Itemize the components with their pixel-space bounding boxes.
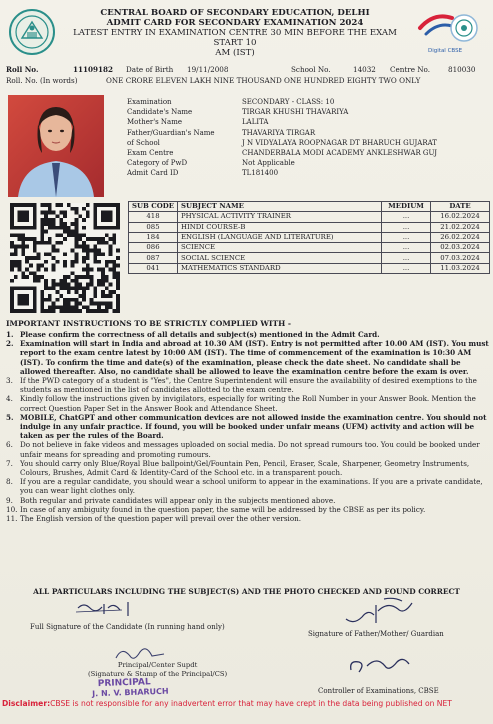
subject-name: SOCIAL SCIENCE xyxy=(178,253,382,263)
instruction-text: The English version of the question paper will prevail over the other version. xyxy=(20,514,302,524)
disclaimer-bar xyxy=(0,699,493,712)
medium: ... xyxy=(382,212,431,222)
detail-label: Candidate's Name xyxy=(127,108,193,117)
sub-code: 041 xyxy=(129,263,178,273)
instruction-text: MOBILE, ChatGPT and other communication devices are not allowed inside the examination centre. You should not indulge in any unfair practice. If found, you will be booked under unfair means (UFM) activity and action will be taken as per the rules of the Board. xyxy=(20,412,487,441)
subject-name: ENGLISH (LANGUAGE AND LITERATURE) xyxy=(178,232,382,242)
instruction-item xyxy=(6,394,490,412)
controller-signature-icon xyxy=(345,650,415,680)
exam-date: 07.03.2024 xyxy=(431,253,490,263)
detail-label: Examination xyxy=(127,98,172,106)
detail-label: Father/Guardian's Name xyxy=(127,128,215,137)
sub-code: 184 xyxy=(129,232,178,242)
table-row xyxy=(129,263,490,273)
col-sub-code: SUB CODE xyxy=(129,202,178,212)
instruction-number: 6. xyxy=(6,440,13,450)
instruction-item xyxy=(6,413,490,441)
instruction-text: In case of any ambiguity found in the question paper, the same will be addressed by the CBSE as per its policy. xyxy=(20,504,426,514)
disclaimer-label: Disclaimer: xyxy=(2,699,51,708)
instruction-number: 10. xyxy=(6,504,18,514)
school-no-label: School No. xyxy=(291,65,331,74)
exam-date: 21.02.2024 xyxy=(431,222,490,232)
subject-name: SCIENCE xyxy=(178,243,382,253)
detail-value: SECONDARY - CLASS: 10 xyxy=(242,98,335,106)
subjects-table xyxy=(128,201,490,274)
entry-note: LATEST ENTRY IN EXAMINATION CENTRE 30 MIN BEFORE THE EXAM START 10 xyxy=(73,28,397,48)
candidate-signature-icon xyxy=(74,598,144,620)
centre-no-value: 810030 xyxy=(448,65,476,74)
parent-signature-icon xyxy=(340,595,420,629)
instruction-text: Please confirm the correctness of all details and subject(s) mentioned in the Admit Card. xyxy=(20,330,380,339)
roll-no-value: 11109182 xyxy=(73,65,114,74)
instruction-number: 4. xyxy=(6,394,13,404)
detail-value: THAVARIYA TIRGAR xyxy=(242,128,316,137)
instruction-item xyxy=(6,505,490,514)
exam-date: 26.02.2024 xyxy=(431,232,490,242)
qr-code-icon xyxy=(10,203,120,313)
subject-name: MATHEMATICS STANDARD xyxy=(178,263,382,273)
roll-words-value: ONE CRORE ELEVEN LAKH NINE THOUSAND ONE HUNDRED EIGHTY TWO ONLY xyxy=(106,76,421,85)
detail-value: LALITA xyxy=(242,118,269,127)
instruction-number: 1. xyxy=(6,330,14,339)
col-subject-name: SUBJECT NAME xyxy=(178,202,382,212)
instruction-number: 11. xyxy=(6,514,18,524)
instruction-number: 8. xyxy=(6,477,13,487)
parent-signature-label: Signature of Father/Mother/ Guardian xyxy=(308,630,444,638)
instruction-number: 5. xyxy=(6,412,14,422)
instruction-item xyxy=(6,514,490,523)
candidate-photo xyxy=(8,95,104,197)
disclaimer-text: CBSE is not responsible for any inadvertent error that may have crept in the data being published on NET xyxy=(50,699,452,708)
detail-value: Not Applicable xyxy=(242,159,295,168)
instruction-item xyxy=(6,496,490,505)
instruction-item xyxy=(6,376,490,394)
detail-value: TL181400 xyxy=(242,169,279,178)
instruction-item xyxy=(6,477,490,495)
instruction-number: 3. xyxy=(6,376,13,386)
instruction-item xyxy=(6,440,490,458)
principal-subtitle: (Signature & Stamp of the Principal/CS) xyxy=(88,669,228,678)
detail-label: Exam Centre xyxy=(127,148,174,157)
sub-code: 086 xyxy=(129,243,178,253)
table-row xyxy=(129,212,490,222)
dob-value: 19/11/2008 xyxy=(187,65,229,74)
stamp-school: J. N. V. BHARUCH xyxy=(92,686,169,699)
medium: ... xyxy=(382,243,431,253)
table-row xyxy=(129,243,490,253)
particulars-statement: ALL PARTICULARS INCLUDING THE SUBJECT(S) AND THE PHOTO CHECKED AND FOUND CORRECT xyxy=(33,587,460,596)
school-no-value: 14032 xyxy=(353,65,376,74)
medium: ... xyxy=(382,232,431,242)
detail-label: Admit Card ID xyxy=(127,169,179,178)
table-row xyxy=(129,232,490,242)
stamp-title: PRINCIPAL xyxy=(97,677,151,690)
instruction-item xyxy=(6,330,490,339)
dob-label: Date of Birth xyxy=(126,65,174,74)
board-name: CENTRAL BOARD OF SECONDARY EDUCATION, DELHI xyxy=(100,8,370,18)
instruction-text: If the PWD category of a student is "Yes", the Centre Superintendent will ensure the availability of desired exemptions to the students as mentioned in the list of candidates allotted to the exam centre. xyxy=(20,376,477,395)
admit-card-header xyxy=(60,8,410,58)
exam-date: 11.03.2024 xyxy=(431,263,490,273)
subject-name: PHYSICAL ACTIVITY TRAINER xyxy=(178,212,382,222)
detail-label: Mother's Name xyxy=(127,118,183,127)
roll-words-label: Roll. No. (In words) xyxy=(6,76,78,85)
instruction-text: Both regular and private candidates will appear only in the subjects mentioned above. xyxy=(20,495,336,505)
principal-label xyxy=(88,661,227,678)
instructions-list xyxy=(6,330,490,523)
instruction-text: Examination will start in India and abroad at 10.30 AM (IST). Entry is not permitted after 10.00 AM (IST). You must report to the exam centre latest by 10:00 AM (IST). The time of commencement of the examination is 10:30 AM (IST). To confirm the time and date(s) of the examination, please check the date sheet. No candidate shall be allowed thereafter. Also, no candidate shall be allowed to leave the examination centre before the exam is over. xyxy=(20,339,489,376)
medium: ... xyxy=(382,263,431,273)
sub-code: 085 xyxy=(129,222,178,232)
instruction-number: 7. xyxy=(6,458,13,468)
medium: ... xyxy=(382,253,431,263)
instruction-text: Kindly follow the instructions given by invigilators, especially for writing the Roll Number in your Answer Book. Mention the correct Question Paper Set in the Answer Book and Attendance Sheet. xyxy=(20,394,476,413)
roll-in-words-row xyxy=(6,76,490,85)
instruction-item xyxy=(6,339,490,376)
medium: ... xyxy=(382,222,431,232)
instruction-number: 9. xyxy=(6,495,13,505)
cbse-emblem-icon xyxy=(8,8,56,56)
admit-card-title: ADMIT CARD FOR SECONDARY EXAMINATION 2024 xyxy=(106,18,364,28)
detail-label: Category of PwD xyxy=(127,159,188,168)
table-header-row xyxy=(129,202,490,212)
exam-date: 02.03.2024 xyxy=(431,243,490,253)
col-date: DATE xyxy=(431,202,490,212)
controller-label: Controller of Examinations, CBSE xyxy=(318,687,439,695)
principal-stamp xyxy=(92,677,169,700)
instruction-text: Do not believe in fake videos and messages uploaded on social media. Do not spread rumours too. You could be booked under unfair means for spreading and promoting rumours. xyxy=(20,440,480,459)
instruction-text: If you are a regular candidate, you should wear a school uniform to appear in the examinations. If you are a private candidate, you can wear light clothes only. xyxy=(20,477,483,496)
principal-title: Principal/Center Supdt xyxy=(117,661,198,669)
detail-value: TIRGAR KHUSHI THAVARIYA xyxy=(242,108,349,117)
centre-no-label: Centre No. xyxy=(390,65,431,74)
sub-code: 418 xyxy=(129,212,178,222)
roll-no-label: Roll No. xyxy=(6,65,39,74)
subject-name: HINDI COURSE-B xyxy=(178,222,382,232)
col-medium: MEDIUM xyxy=(382,202,431,212)
digital-cbse-logo-icon xyxy=(412,6,486,58)
instruction-text: You should carry only Blue/Royal Blue ballpoint/Gel/Fountain Pen, Pencil, Eraser, Scale, Sharpener, Geometry Instruments, Colours, Brushes, Admit Card & Identity-Card of the School etc. in a transparent pouch. xyxy=(20,458,470,478)
detail-label: of School xyxy=(127,138,160,147)
instructions-title: IMPORTANT INSTRUCTIONS TO BE STRICTLY COMPLIED WITH - xyxy=(6,319,292,328)
sub-code: 087 xyxy=(129,253,178,263)
detail-value: CHANDERBALA MODI ACADEMY ANKLESHWAR GUJ xyxy=(242,148,438,157)
instruction-item xyxy=(6,459,490,477)
entry-note-cont: AM (IST) xyxy=(215,48,255,58)
table-row xyxy=(129,222,490,232)
exam-date: 16.02.2024 xyxy=(431,212,490,222)
candidate-signature-label: Full Signature of the Candidate (In running hand only) xyxy=(30,623,225,631)
instruction-number: 2. xyxy=(6,339,14,349)
detail-value: J N VIDYALAYA ROOPNAGAR DT BHARUCH GUJARAT xyxy=(242,138,437,147)
digital-cbse-text: Digital CBSE xyxy=(428,48,463,54)
table-row xyxy=(129,253,490,263)
